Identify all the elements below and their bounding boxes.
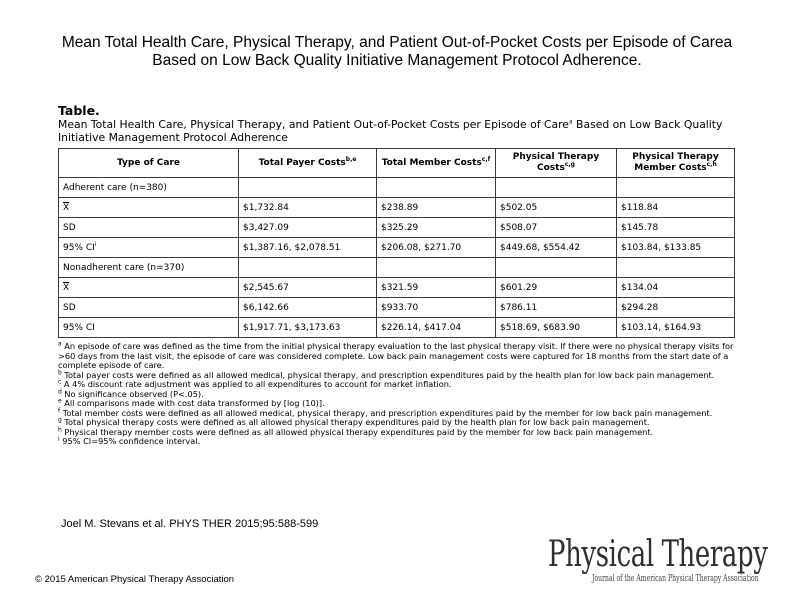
table-cell: $6,142.66 <box>239 298 377 318</box>
logo-wordmark: Physical Therapy <box>548 534 768 575</box>
table-row <box>59 278 735 298</box>
table-row <box>59 218 735 238</box>
table-cell: $294.28 <box>617 298 735 318</box>
slide-title-line2: Based on Low Back Quality Initiative Management Protocol Adherence. <box>152 52 642 69</box>
table-cell: $226.14, $417.04 <box>377 318 496 338</box>
journal-logo <box>548 536 784 596</box>
table-cell: $118.84 <box>617 198 735 218</box>
col-header-total-member: Total Member Costs$^{c,f}$ <box>377 149 496 178</box>
table-cell: $1,387.16, $2,078.51 <box>239 238 377 258</box>
row-label-mean: $\overline{X}$ <box>59 198 239 218</box>
table-row <box>59 198 735 218</box>
col-header-total-payer: Total Payer Costs$^{b,e}$ <box>239 149 377 178</box>
footnote: $^a$ An episode of care was defined as the time from the initial physical therapy evaluation to the last physical therapy visit. If there were no physical therapy visits for >60 days from the last visit, the episode of care was considered complete. Low back pain management costs were captured for 18 months from the start date of a complete episode of care. <box>58 340 734 371</box>
col-header-type: Type of Care <box>59 149 239 178</box>
table-cell: $2,545.67 <box>239 278 377 298</box>
cost-table <box>58 148 735 338</box>
table-caption <box>58 119 734 144</box>
slide-title-line1: Mean Total Health Care, Physical Therapy, and Patient Out-of-Pocket Costs per Episode of Carea <box>61 34 733 51</box>
group-row-adherent <box>59 178 735 198</box>
group-label: Nonadherent care (n=370) <box>59 258 239 278</box>
footnotes <box>58 342 734 447</box>
col-header-pt-costs: Physical Therapy Costs$^{c,g}$ <box>496 149 617 178</box>
footnote: $^e$ All comparisons made with cost data transformed by [log (10)]. <box>58 397 325 409</box>
footnote: $^h$ Physical therapy member costs were defined as all allowed physical therapy expenditures paid by the member for low back pain management. <box>58 426 654 437</box>
footnote: $^i$ 95% CI=95% confidence interval. <box>58 435 201 447</box>
table-cell: $206.08, $271.70 <box>377 238 496 258</box>
group-label: Adherent care (n=380) <box>59 178 239 198</box>
group-row-nonadherent <box>59 258 735 278</box>
copyright: © 2015 American Physical Therapy Association <box>35 574 235 585</box>
col-header-pt-member: Physical Therapy Member Costs$^{c,h}$ <box>617 149 735 178</box>
caption-text-tail: Based on Low Back Quality <box>572 118 723 131</box>
footnote: $^g$ Total physical therapy costs were defined as all allowed physical therapy expenditures paid by the health plan for low back pain management. <box>58 416 650 428</box>
footnote: $^b$ Total payer costs were defined as all allowed medical, physical therapy, and prescription expenditures paid by the health plan for low back pain management. <box>58 368 715 380</box>
row-label-sd: SD <box>59 218 239 238</box>
caption-line2: Initiative Management Protocol Adherence <box>58 130 288 144</box>
row-label-sd: SD <box>59 298 239 318</box>
table-cell: $103.84, $133.85 <box>617 238 735 258</box>
table-cell: $933.70 <box>377 298 496 318</box>
table-cell: $502.05 <box>496 198 617 218</box>
table-cell: $134.04 <box>617 278 735 298</box>
footnote: $^f$ Total member costs were defined as all allowed medical, physical therapy, and prescription expenditures paid by the member for low back pain management. <box>58 407 713 418</box>
table-panel <box>58 104 734 447</box>
table-cell: $601.29 <box>496 278 617 298</box>
logo-subtitle: Journal of the American Physical Therapy Association <box>592 574 759 584</box>
table-cell: $238.89 <box>377 198 496 218</box>
row-label-ci: 95% $CI^i$ <box>59 238 239 258</box>
table-cell: $508.07 <box>496 218 617 238</box>
caption-sup: a <box>568 118 573 126</box>
citation: Joel M. Stevans et al. PHYS THER 2015;95:588-599 <box>61 518 319 530</box>
row-label-ci: 95% CI <box>59 318 239 338</box>
table-cell: $103.14, $164.93 <box>617 318 735 338</box>
table-cell: $786.11 <box>496 298 617 318</box>
table-cell: $449.68, $554.42 <box>496 238 617 258</box>
table-row <box>59 238 735 258</box>
table-cell: $145.78 <box>617 218 735 238</box>
table-cell: $1,917.71, $3,173.63 <box>239 318 377 338</box>
table-cell: $1,732.84 <box>239 198 377 218</box>
table-cell: $325.29 <box>377 218 496 238</box>
table-cell: $321.59 <box>377 278 496 298</box>
footnote: $^c$ A 4% discount rate adjustment was applied to all expenditures to account for market inflation. <box>58 378 452 390</box>
table-label: Table. <box>58 103 100 118</box>
caption-text: Mean Total Health Care, Physical Therapy, and Patient Out-of-Pocket Costs per Episode of Care <box>58 118 569 131</box>
footnote: $^d$ No significance observed (P<.05). <box>58 388 204 399</box>
table-cell: $3,427.09 <box>239 218 377 238</box>
row-label-mean: $\overline{X}$ <box>59 278 239 298</box>
table-header-row <box>59 149 735 178</box>
table-row <box>59 318 735 338</box>
table-row <box>59 298 735 318</box>
table-cell: $518.69, $683.90 <box>496 318 617 338</box>
slide-title <box>10 34 784 70</box>
